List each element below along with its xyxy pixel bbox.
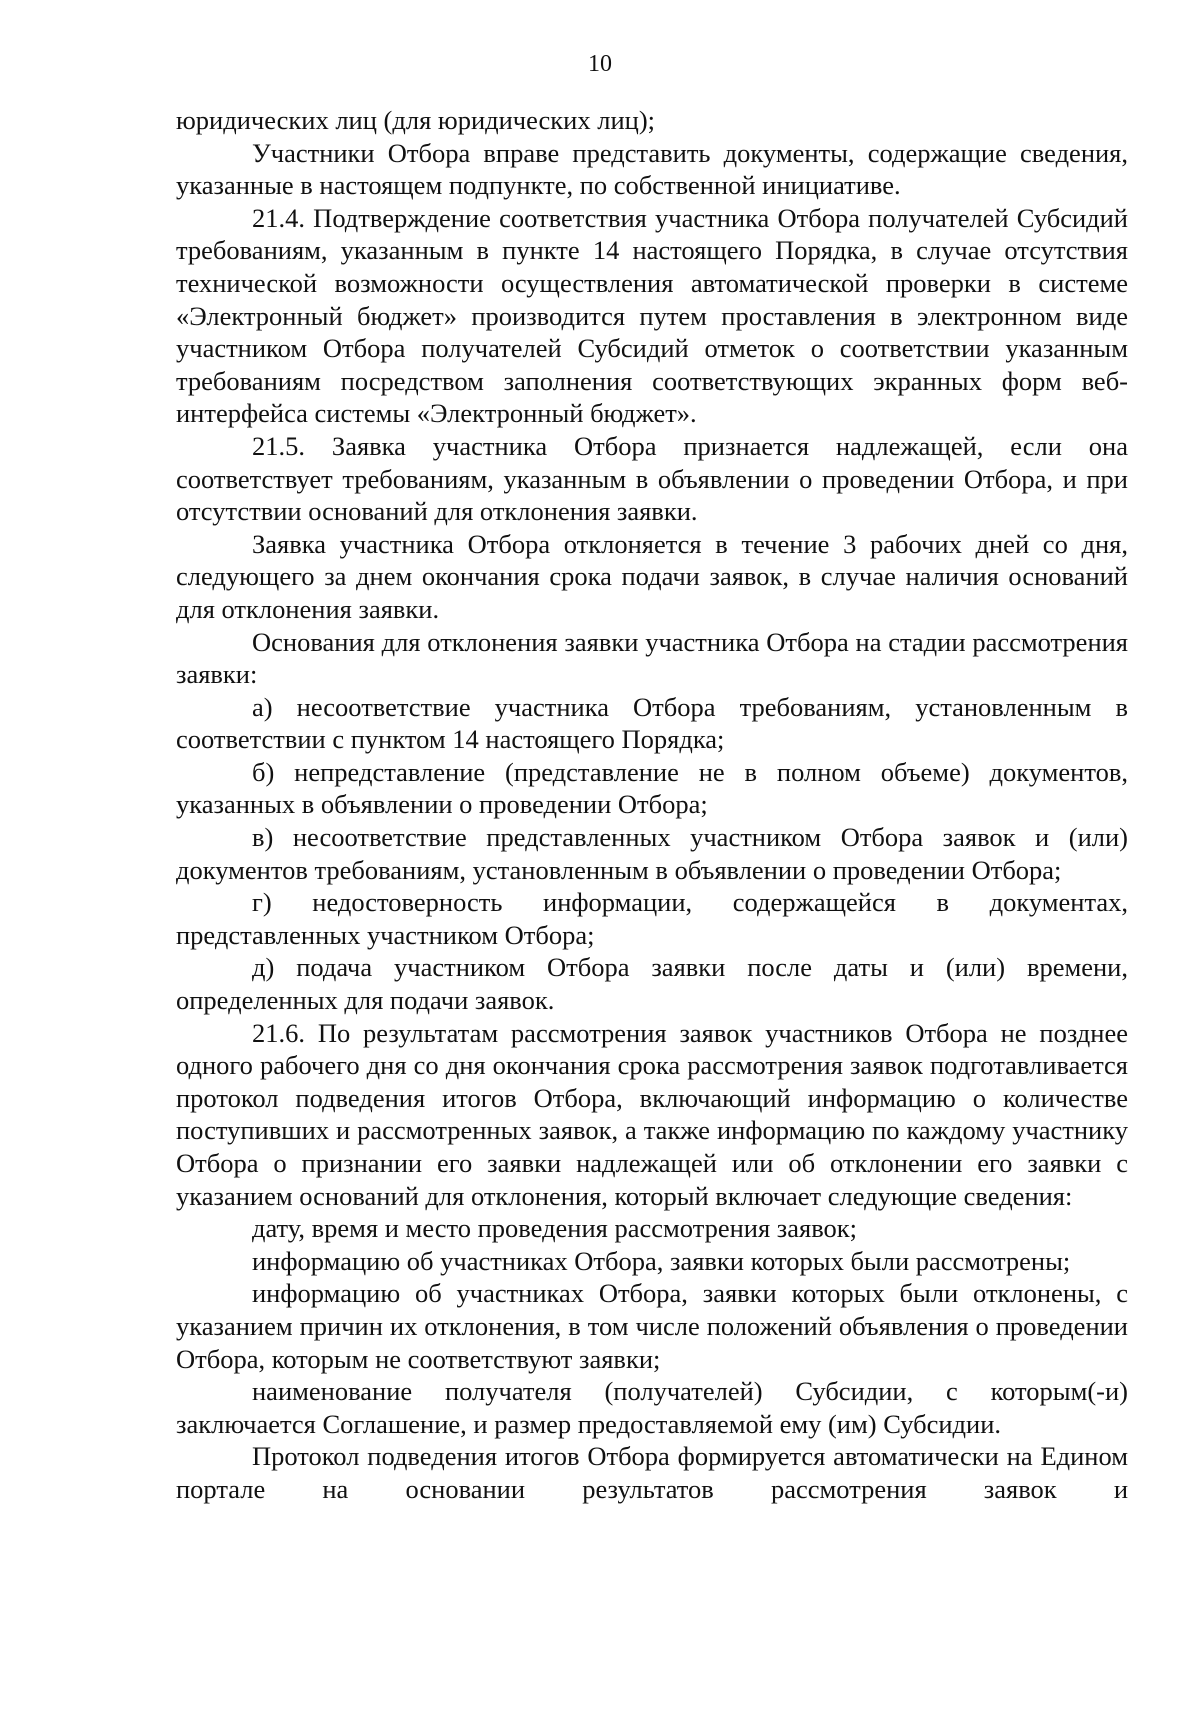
list-item-d: д) подача участником Отбора заявки после даты и (или) времени, определенных для подачи заявок. [176,952,1128,1016]
list-item-b: б) непредставление (представление не в полном объеме) документов, указанных в объявлении о проведении Отбора; [176,756,1128,820]
list-item-a: а) несоответствие участника Отбора требованиям, установленным в соответствии с пунктом 14 настоящего Порядка; [176,691,1128,755]
paragraph-documents-initiative: Участники Отбора вправе представить документы, содержащие сведения, указанные в настоящем подпункте, по собственной инициативе. [176,137,1128,201]
protocol-item-date: дату, время и место проведения рассмотрения заявок; [252,1213,858,1244]
protocol-item-rejected: информацию об участниках Отбора, заявки которых были отклонены, с указанием причин их отклонения, в том числе положений объявления о проведении Отбора, которым не соответствуют заявки; [176,1278,1128,1374]
paragraph-21-5: 21.5. Заявка участника Отбора признается надлежащей, если она соответствует требованиям, указанным в объявлении о проведении Отбора, и при отсутствии оснований для отклонения заявки. [176,430,1128,527]
paragraph-protocol-auto: Протокол подведения итогов Отбора формируется автоматически на Едином портале на основании результатов рассмотрения заявок и [176,1441,1128,1504]
list-item-v: в) несоответствие представленных участником Отбора заявок и (или) документов требованиям, установленным в объявлении о проведении Отбора; [176,822,1128,885]
paragraph-continuation: юридических лиц (для юридических лиц); [176,105,656,135]
document-body [176,104,1128,1506]
paragraph-rejection-term: Заявка участника Отбора отклоняется в течение 3 рабочих дней со дня, следующего за днем окончания срока подачи заявок, в случае наличия оснований для отклонения заявки. [176,528,1128,624]
paragraph-21-6: 21.6. По результатам рассмотрения заявок участников Отбора не позднее одного рабочего дня со дня окончания срока рассмотрения заявок подготавливается протокол подведения итогов Отбора, включающий информацию о количестве поступивших и рассмотренных заявок, а также информацию по каждому участнику Отбора о признании его заявки надлежащей или об отклонении его заявки с указанием оснований для отклонения, который включает следующие сведения: [176,1017,1128,1211]
protocol-item-recipient: наименование получателя (получателей) Субсидии, с которым(-и) заключается Соглашение, и размер предоставляемой ему (им) Субсидии. [176,1376,1128,1439]
protocol-item-reviewed: информацию об участниках Отбора, заявки которых были рассмотрены; [252,1245,1071,1276]
list-item-g: г) недостоверность информации, содержащейся в документах, представленных участником Отбора; [176,887,1128,950]
paragraph-rejection-grounds: Основания для отклонения заявки участника Отбора на стадии рассмотрения заявки: [176,626,1128,690]
page-number: 10 [588,51,612,77]
paragraph-21-4: 21.4. Подтверждение соответствия участника Отбора получателей Субсидий требованиям, указанным в пункте 14 настоящего Порядка, в случае отсутствия технической возможности осуществления автоматической проверки в системе «Электронный бюджет» производится путем проставления в электронном виде участником Отбора получателей Субсидий отметок о соответствии указанным требованиям посредством заполнения соответствующих экранных форм веб-интерфейса системы «Электронный бюджет». [176,202,1128,429]
